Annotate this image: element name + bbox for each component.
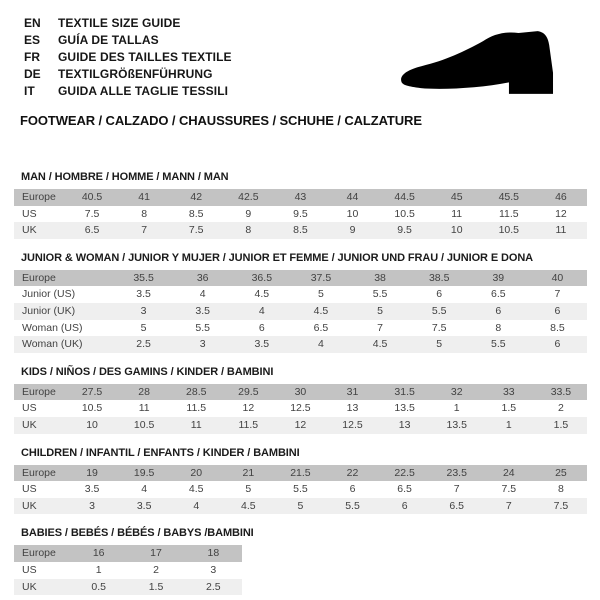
row-label: UK — [14, 222, 66, 239]
size-value: 5 — [291, 286, 350, 303]
size-table-body — [14, 465, 587, 515]
row-label: UK — [14, 417, 66, 434]
size-value: 28.5 — [170, 384, 222, 401]
size-value: 30 — [274, 384, 326, 401]
size-header-row — [14, 270, 587, 287]
size-value: 6 — [379, 498, 431, 515]
size-value: 3 — [114, 303, 173, 320]
size-table-man — [14, 189, 587, 239]
size-value: 13 — [379, 417, 431, 434]
size-value: 4 — [291, 336, 350, 353]
size-value: 11 — [535, 222, 587, 239]
size-value: 19.5 — [118, 465, 170, 482]
size-value: 0.5 — [70, 579, 127, 596]
size-value: 1 — [483, 417, 535, 434]
size-value: 21 — [222, 465, 274, 482]
size-value: 8 — [118, 206, 170, 223]
size-value: 7 — [483, 498, 535, 515]
size-value: 7.5 — [410, 320, 469, 337]
size-value: 2 — [535, 400, 587, 417]
size-value: 7.5 — [535, 498, 587, 515]
size-row — [14, 286, 587, 303]
size-value: 5.5 — [274, 481, 326, 498]
size-value: 4.5 — [170, 481, 222, 498]
size-value: 31.5 — [379, 384, 431, 401]
size-value: 6.5 — [431, 498, 483, 515]
size-value: 39 — [469, 270, 528, 287]
section-title-babies: BABIES / BEBÉS / BÉBÉS / BABYS /BAMBINI — [21, 527, 254, 540]
row-label: Junior (UK) — [14, 303, 114, 320]
size-header-row — [14, 465, 587, 482]
size-header-row — [14, 189, 587, 206]
size-value: 5.5 — [410, 303, 469, 320]
size-value: 11.5 — [222, 417, 274, 434]
shoe-icon — [394, 30, 576, 106]
size-value: 1.5 — [127, 579, 184, 596]
size-section-kids — [0, 366, 600, 434]
size-value: 40.5 — [66, 189, 118, 206]
size-header-row — [14, 384, 587, 401]
size-value: 2.5 — [114, 336, 173, 353]
size-value: 19 — [66, 465, 118, 482]
row-label: Europe — [14, 189, 66, 206]
size-row — [14, 417, 587, 434]
size-value: 43 — [274, 189, 326, 206]
size-section-children — [0, 447, 600, 515]
size-value: 37.5 — [291, 270, 350, 287]
language-code: DE — [24, 67, 41, 81]
size-value: 7 — [431, 481, 483, 498]
row-label: Europe — [14, 465, 66, 482]
size-value: 23.5 — [431, 465, 483, 482]
language-label: GUIDE DES TAILLES TEXTILE — [58, 50, 232, 64]
language-label: GUÍA DE TALLAS — [58, 33, 159, 47]
size-value: 6.5 — [379, 481, 431, 498]
size-value: 6.5 — [291, 320, 350, 337]
size-table-body — [14, 545, 242, 595]
row-label: Europe — [14, 270, 114, 287]
size-value: 12 — [222, 400, 274, 417]
size-row — [14, 336, 587, 353]
size-row — [14, 498, 587, 515]
row-label: US — [14, 481, 66, 498]
language-label: TEXTILE SIZE GUIDE — [58, 16, 181, 30]
size-value: 5.5 — [469, 336, 528, 353]
size-value: 6 — [232, 320, 291, 337]
size-tables — [0, 171, 600, 595]
size-table-children — [14, 465, 587, 515]
size-value: 45 — [431, 189, 483, 206]
size-value: 5 — [410, 336, 469, 353]
size-value: 3 — [185, 562, 242, 579]
size-value: 8 — [469, 320, 528, 337]
size-value: 1.5 — [483, 400, 535, 417]
size-value: 4 — [170, 498, 222, 515]
size-value: 22 — [326, 465, 378, 482]
header — [0, 0, 600, 100]
size-value: 21.5 — [274, 465, 326, 482]
size-value: 16 — [70, 545, 127, 562]
size-value: 6.5 — [66, 222, 118, 239]
size-value: 4 — [118, 481, 170, 498]
size-value: 18 — [185, 545, 242, 562]
size-row — [14, 400, 587, 417]
row-label: US — [14, 400, 66, 417]
size-value: 45.5 — [483, 189, 535, 206]
size-value: 5.5 — [173, 320, 232, 337]
size-value: 4.5 — [222, 498, 274, 515]
row-label: Woman (UK) — [14, 336, 114, 353]
size-value: 5 — [351, 303, 410, 320]
size-table-body — [14, 384, 587, 434]
size-value: 17 — [127, 545, 184, 562]
size-value: 38 — [351, 270, 410, 287]
size-value: 3.5 — [114, 286, 173, 303]
size-value: 7 — [351, 320, 410, 337]
size-value: 8 — [535, 481, 587, 498]
size-row — [14, 320, 587, 337]
size-value: 1 — [70, 562, 127, 579]
size-value: 8.5 — [274, 222, 326, 239]
row-label: US — [14, 206, 66, 223]
size-value: 9 — [222, 206, 274, 223]
size-value: 5 — [114, 320, 173, 337]
size-value: 22.5 — [379, 465, 431, 482]
language-label: GUIDA ALLE TAGLIE TESSILI — [58, 84, 229, 98]
language-code: FR — [24, 50, 40, 64]
size-value: 6 — [469, 303, 528, 320]
size-value: 28 — [118, 384, 170, 401]
size-section-junior-woman — [0, 252, 600, 353]
row-label: UK — [14, 579, 70, 596]
size-row — [14, 481, 587, 498]
section-title-children: CHILDREN / INFANTIL / ENFANTS / KINDER / BAMBINI — [21, 446, 300, 459]
section-title-kids: KIDS / NIÑOS / DES GAMINS / KINDER / BAMBINI — [21, 365, 274, 378]
size-value: 29.5 — [222, 384, 274, 401]
size-value: 41 — [118, 189, 170, 206]
size-value: 4 — [173, 286, 232, 303]
size-value: 12 — [274, 417, 326, 434]
language-code: EN — [24, 16, 41, 30]
language-code: IT — [24, 84, 35, 98]
size-value: 4.5 — [232, 286, 291, 303]
size-value: 10 — [431, 222, 483, 239]
size-value: 3.5 — [118, 498, 170, 515]
size-value: 33.5 — [535, 384, 587, 401]
size-value: 20 — [170, 465, 222, 482]
row-label: Junior (US) — [14, 286, 114, 303]
size-value: 2.5 — [185, 579, 242, 596]
size-value: 13 — [326, 400, 378, 417]
size-value: 7.5 — [483, 481, 535, 498]
size-value: 10.5 — [66, 400, 118, 417]
size-value: 44 — [326, 189, 378, 206]
size-value: 10 — [326, 206, 378, 223]
size-value: 3.5 — [232, 336, 291, 353]
size-value: 12.5 — [326, 417, 378, 434]
size-value: 9.5 — [379, 222, 431, 239]
size-value: 35.5 — [114, 270, 173, 287]
size-value: 42 — [170, 189, 222, 206]
row-label: Europe — [14, 384, 66, 401]
row-label: Europe — [14, 545, 70, 562]
language-label: TEXTILGRÖßENFÜHRUNG — [58, 67, 213, 81]
size-value: 5.5 — [351, 286, 410, 303]
size-value: 32 — [431, 384, 483, 401]
row-label: UK — [14, 498, 66, 515]
size-section-babies — [0, 527, 600, 595]
size-value: 8.5 — [170, 206, 222, 223]
size-value: 7 — [118, 222, 170, 239]
size-value: 4.5 — [351, 336, 410, 353]
size-value: 10.5 — [483, 222, 535, 239]
size-value: 3.5 — [173, 303, 232, 320]
size-value: 2 — [127, 562, 184, 579]
size-value: 13.5 — [431, 417, 483, 434]
row-label: Woman (US) — [14, 320, 114, 337]
size-value: 8.5 — [528, 320, 587, 337]
size-value: 42.5 — [222, 189, 274, 206]
size-value: 24 — [483, 465, 535, 482]
size-row — [14, 206, 587, 223]
size-value: 7 — [528, 286, 587, 303]
size-row — [14, 222, 587, 239]
size-value: 3.5 — [66, 481, 118, 498]
section-title-man: MAN / HOMBRE / HOMME / MANN / MAN — [21, 171, 229, 183]
size-value: 7.5 — [66, 206, 118, 223]
size-value: 11 — [170, 417, 222, 434]
size-value: 8 — [222, 222, 274, 239]
size-value: 5 — [222, 481, 274, 498]
size-value: 46 — [535, 189, 587, 206]
size-value: 12.5 — [274, 400, 326, 417]
size-value: 5 — [274, 498, 326, 515]
size-value: 44.5 — [379, 189, 431, 206]
size-value: 27.5 — [66, 384, 118, 401]
size-value: 25 — [535, 465, 587, 482]
size-row — [14, 562, 242, 579]
size-value: 5.5 — [326, 498, 378, 515]
size-value: 10.5 — [379, 206, 431, 223]
size-value: 38.5 — [410, 270, 469, 287]
size-value: 9.5 — [274, 206, 326, 223]
size-value: 6 — [410, 286, 469, 303]
size-row — [14, 579, 242, 596]
size-value: 3 — [173, 336, 232, 353]
size-value: 10.5 — [118, 417, 170, 434]
size-value: 33 — [483, 384, 535, 401]
size-table-body — [14, 270, 587, 353]
language-code: ES — [24, 33, 41, 47]
size-value: 6 — [528, 303, 587, 320]
size-value: 36.5 — [232, 270, 291, 287]
size-value: 3 — [66, 498, 118, 515]
size-value: 6 — [528, 336, 587, 353]
size-value: 4 — [232, 303, 291, 320]
category-heading: FOOTWEAR / CALZADO / CHAUSSURES / SCHUHE / CALZATURE — [20, 113, 422, 128]
size-value: 6 — [326, 481, 378, 498]
row-label: US — [14, 562, 70, 579]
size-section-man — [0, 171, 600, 239]
size-value: 1 — [431, 400, 483, 417]
size-value: 11.5 — [170, 400, 222, 417]
size-value: 11.5 — [483, 206, 535, 223]
size-value: 4.5 — [291, 303, 350, 320]
size-table-junior-woman — [14, 270, 587, 353]
size-row — [14, 303, 587, 320]
size-value: 36 — [173, 270, 232, 287]
size-value: 11 — [431, 206, 483, 223]
size-table-body — [14, 189, 587, 239]
size-value: 40 — [528, 270, 587, 287]
size-value: 1.5 — [535, 417, 587, 434]
size-table-kids — [14, 384, 587, 434]
size-value: 31 — [326, 384, 378, 401]
size-value: 12 — [535, 206, 587, 223]
size-value: 6.5 — [469, 286, 528, 303]
size-value: 7.5 — [170, 222, 222, 239]
size-value: 10 — [66, 417, 118, 434]
size-header-row — [14, 545, 242, 562]
section-title-junior-woman: JUNIOR & WOMAN / JUNIOR Y MUJER / JUNIOR ET FEMME / JUNIOR UND FRAU / JUNIOR E DONA — [21, 251, 534, 264]
size-value: 9 — [326, 222, 378, 239]
size-value: 11 — [118, 400, 170, 417]
size-value: 13.5 — [379, 400, 431, 417]
size-table-babies — [14, 545, 242, 595]
